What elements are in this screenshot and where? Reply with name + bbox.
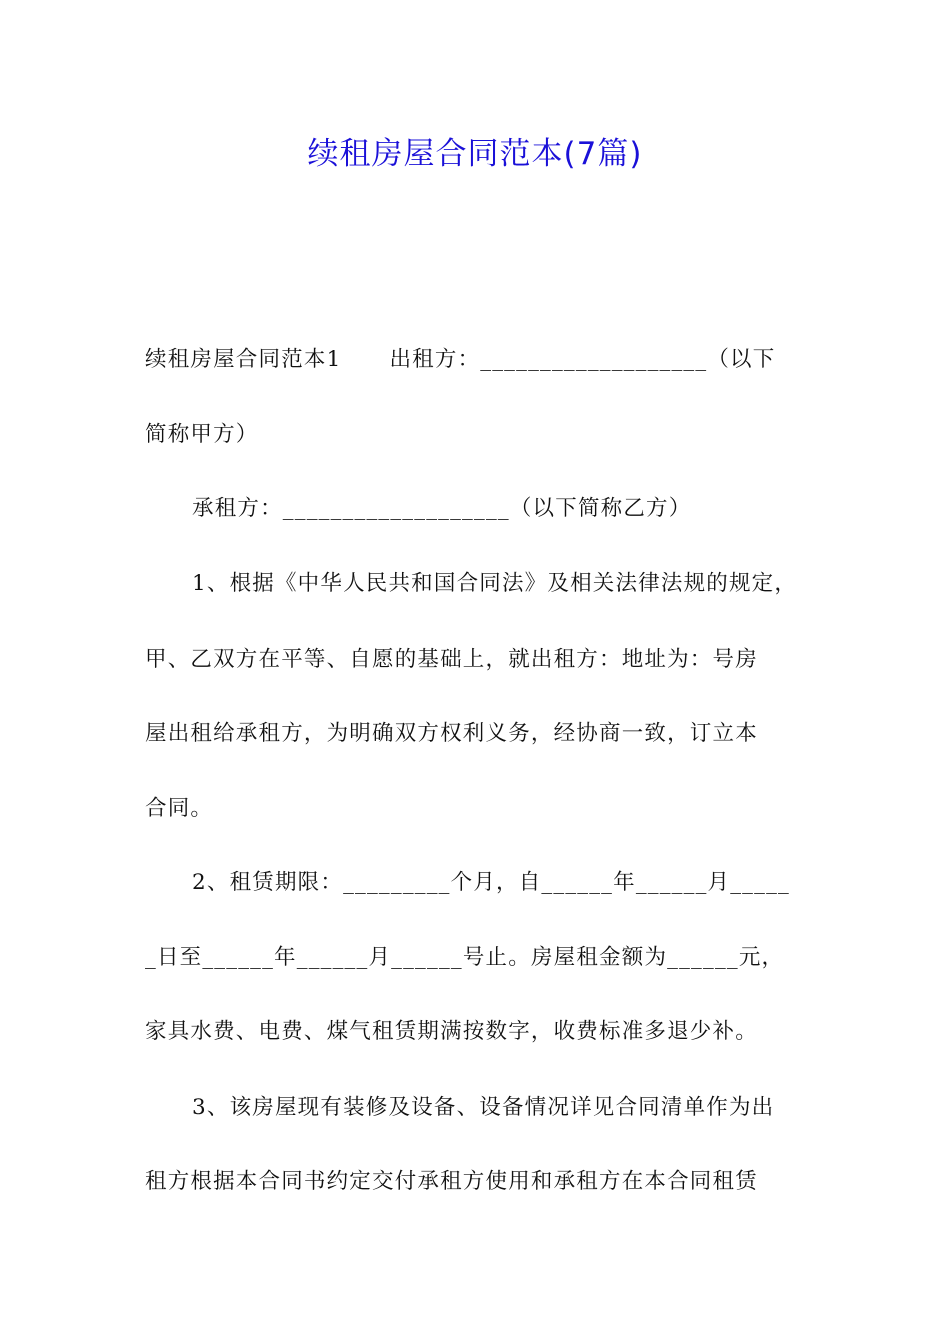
paragraph-line	[145, 345, 825, 375]
lessee-field-line: 承租方：___________________（以下简称乙方）	[192, 496, 692, 521]
paragraph-line: 家具水费、电费、煤气租赁期满按数字，收费标准多退少补。	[145, 1019, 758, 1044]
document-title: 续租房屋合同范本(7篇)	[307, 136, 643, 172]
paragraph-line: 3、该房屋现有装修及设备、设备情况详见合同清单作为出	[192, 1095, 775, 1120]
paragraph-line: 1、根据《中华人民共和国合同法》及相关法律法规的规定，	[192, 571, 798, 596]
paragraph-line: _日至______年______月______号止。房屋租金额为______元，	[145, 945, 785, 970]
lease-term-line: 2、租赁期限：_________个月，自______年______月_____	[192, 870, 790, 895]
paragraph-line: 合同。	[145, 796, 214, 821]
lessor-field-label: 出租方：___________________（以下	[389, 347, 776, 372]
paragraph-line: 屋出租给承租方，为明确双方权利义务，经协商一致，订立本	[145, 721, 758, 746]
paragraph-line: 简称甲方）	[145, 422, 259, 447]
section-heading: 续租房屋合同范本1	[145, 347, 342, 372]
paragraph-line: 租方根据本合同书约定交付承租方使用和承租方在本合同租赁	[145, 1169, 758, 1194]
paragraph-line: 甲、乙双方在平等、自愿的基础上，就出租方：地址为：号房	[145, 647, 758, 672]
